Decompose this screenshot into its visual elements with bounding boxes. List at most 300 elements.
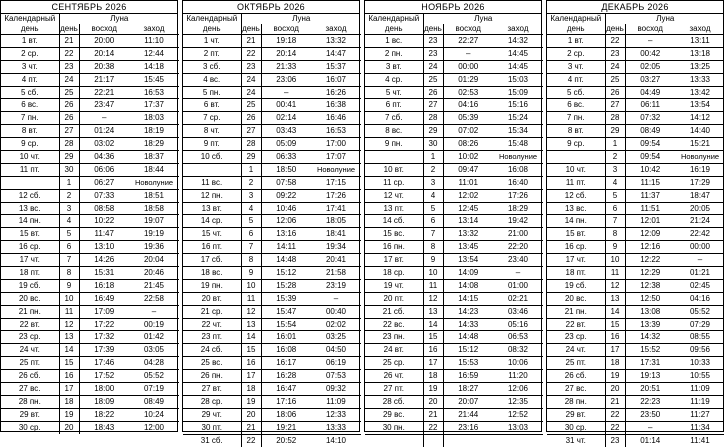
table-row: [365, 163, 543, 176]
moonrise: 02:53: [443, 86, 493, 99]
set-header: заход: [143, 24, 165, 33]
moon-header: Луна: [110, 14, 129, 23]
table-row: [547, 292, 724, 305]
moon-age: 9: [423, 254, 443, 267]
moonset: 14:47: [311, 47, 361, 60]
moon-age: 22: [605, 421, 625, 434]
calendar-day: 1 вт.: [1, 35, 59, 48]
moonset: 21:58: [311, 267, 361, 280]
moonset: 17:26: [493, 189, 543, 202]
moonrise: 09:54: [625, 151, 675, 164]
calendar-day: 21 сб.: [365, 305, 423, 318]
moonset: 17:29: [675, 176, 724, 189]
moon-age: 15: [605, 318, 625, 331]
calendar-day: 26 сб.: [547, 370, 605, 383]
moon-age: 28: [605, 112, 625, 125]
calendar-day: 13 вс.: [547, 202, 605, 215]
calendar-day: 27 вт.: [183, 383, 241, 396]
moon-age: 27: [605, 99, 625, 112]
month-title: СЕНТЯБРЬ 2026: [1, 1, 177, 14]
moonrise: 16:59: [443, 370, 493, 383]
moon-age: 25: [59, 86, 79, 99]
moonrise: 12:09: [625, 228, 675, 241]
calendar-day: 21 ср.: [183, 305, 241, 318]
calendar-day: 18 ср.: [365, 267, 423, 280]
moonset: 08:49: [129, 395, 179, 408]
calendar-day: 17 чт.: [547, 254, 605, 267]
month-title: НОЯБРЬ 2026: [365, 1, 541, 14]
moonrise: 04:49: [625, 86, 675, 99]
month-block: [182, 0, 360, 445]
calendar-day: 22 чт.: [183, 318, 241, 331]
calendar-day: 17 чт.: [1, 254, 59, 267]
moonset: 10:24: [129, 408, 179, 421]
moonrise: 13:45: [443, 241, 493, 254]
calendar-day: 7 сб.: [365, 112, 423, 125]
moonset: 11:41: [675, 434, 724, 446]
moonrise: 17:39: [79, 344, 129, 357]
table-row: [183, 60, 361, 73]
moonrise: 12:01: [625, 215, 675, 228]
moon-age: 14: [605, 305, 625, 318]
calendar-day: 21 пн.: [1, 305, 59, 318]
day-header-2: день: [1, 24, 59, 35]
table-row: [547, 383, 724, 396]
table-row: [183, 99, 361, 112]
day-header: Календарный: [183, 14, 241, 24]
table-row: [365, 344, 543, 357]
moonset: 13:25: [675, 60, 724, 73]
moon-age: 12: [423, 292, 443, 305]
rise-header: восход: [91, 24, 117, 33]
moonrise: 06:06: [79, 163, 129, 176]
moon-age: 5: [605, 189, 625, 202]
calendar-day: 4 пт.: [547, 73, 605, 86]
moonrise: 22:23: [625, 395, 675, 408]
table-row: [547, 163, 724, 176]
month-table: [365, 14, 543, 447]
table-row: [547, 202, 724, 215]
moonrise: 16:18: [79, 279, 129, 292]
moonset: 18:05: [311, 215, 361, 228]
moonset: 17:26: [311, 189, 361, 202]
moonset: 04:28: [129, 357, 179, 370]
moon-age: 6: [423, 215, 443, 228]
table-row: [183, 202, 361, 215]
table-row: [1, 279, 179, 292]
calendar-day: 2 пн.: [365, 47, 423, 60]
moonrise: 17:32: [79, 331, 129, 344]
table-row: [547, 112, 724, 125]
moonset: 12:52: [493, 408, 543, 421]
calendar-day: 3 чт.: [547, 60, 605, 73]
table-row: [183, 331, 361, 344]
moon-age: 4: [59, 215, 79, 228]
table-row: [365, 318, 543, 331]
moonrise: 12:29: [625, 267, 675, 280]
calendar-day: 20 пт.: [365, 292, 423, 305]
moonrise: 16:47: [261, 383, 311, 396]
moon-age: 1: [423, 151, 443, 164]
moonset: 20:46: [129, 267, 179, 280]
moonrise: 13:10: [79, 241, 129, 254]
moonset: 10:33: [675, 357, 724, 370]
calendar-day: 3 вт.: [365, 60, 423, 73]
moonset: 16:40: [493, 176, 543, 189]
table-row: [1, 215, 179, 228]
moon-age: 25: [241, 99, 261, 112]
moonrise: 18:27: [443, 383, 493, 396]
calendar-day: 30 пт.: [183, 421, 241, 434]
calendar-day: 3 чт.: [1, 60, 59, 73]
moon-age: 27: [59, 125, 79, 138]
moon-age: 11: [423, 279, 443, 292]
moonset: 09:56: [675, 344, 724, 357]
moonrise: 14:23: [443, 305, 493, 318]
moon-age: 14: [59, 344, 79, 357]
moonrise: 17:09: [79, 305, 129, 318]
moon-age: 26: [59, 99, 79, 112]
moon-age: 21: [241, 35, 261, 48]
moon-age: 16: [59, 370, 79, 383]
moonrise: 20:14: [261, 47, 311, 60]
set-header: заход: [507, 24, 529, 33]
table-row: [547, 395, 724, 408]
moonrise: 15:47: [261, 305, 311, 318]
moon-age: 10: [241, 279, 261, 292]
moonset: 06:53: [493, 331, 543, 344]
moonset: 18:58: [129, 202, 179, 215]
moonset: 03:05: [129, 344, 179, 357]
moonset: 22:42: [675, 228, 724, 241]
moon-age: 24: [241, 86, 261, 99]
moonrise: 15:28: [261, 279, 311, 292]
calendar-day: 14 пн.: [547, 215, 605, 228]
month-table: [183, 14, 361, 447]
calendar-day: 17 сб.: [183, 254, 241, 267]
age-header: день: [60, 24, 78, 33]
moon-age: 23: [423, 35, 443, 48]
moonrise: 20:51: [625, 383, 675, 396]
moonset: 02:21: [493, 292, 543, 305]
moonrise: 17:16: [261, 395, 311, 408]
moon-age: 25: [423, 73, 443, 86]
moon-age: 3: [241, 189, 261, 202]
table-row: [365, 408, 543, 421]
moonrise: 17:31: [625, 357, 675, 370]
table-row: [547, 331, 724, 344]
moonrise: 12:16: [625, 241, 675, 254]
table-row: [547, 60, 724, 73]
calendar-day: 20 вс.: [1, 292, 59, 305]
moonset: 04:50: [311, 344, 361, 357]
table-row: [1, 202, 179, 215]
calendar-day: 30 ср.: [547, 421, 605, 434]
table-row: [183, 318, 361, 331]
calendar-day: 6 пт.: [365, 99, 423, 112]
calendar-day: 25 пт.: [1, 357, 59, 370]
moon-age: 25: [605, 73, 625, 86]
moonset: 15:37: [311, 60, 361, 73]
calendar-day: 9 ср.: [1, 138, 59, 151]
moonset: 13:54: [675, 99, 724, 112]
calendar-day: 16 ср.: [1, 241, 59, 254]
moonrise: 14:32: [625, 331, 675, 344]
moonset: 01:00: [493, 279, 543, 292]
moonrise: 15:39: [261, 292, 311, 305]
moon-age: 17: [241, 370, 261, 383]
moonset: 13:33: [311, 421, 361, 434]
moonset: 11:09: [675, 383, 724, 396]
calendar-day: 23 ср.: [1, 331, 59, 344]
moonset: 11:34: [675, 421, 724, 434]
calendar-day: 20 вт.: [183, 292, 241, 305]
calendar-day: 31 чт.: [547, 434, 605, 446]
table-row: [365, 241, 543, 254]
moonrise: 01:24: [79, 125, 129, 138]
moon-age: 5: [241, 215, 261, 228]
moonset: 15:21: [675, 138, 724, 151]
calendar-day: 12 сб.: [547, 189, 605, 202]
calendar-day: 2 ср.: [1, 47, 59, 60]
moonrise: 22:27: [443, 35, 493, 48]
moon-age: 30: [59, 163, 79, 176]
moonset: 11:19: [675, 395, 724, 408]
moonrise: 11:15: [625, 176, 675, 189]
moonset: 15:16: [493, 99, 543, 112]
moon-age: 1: [59, 176, 79, 189]
calendar-day: 10 сб.: [183, 151, 241, 164]
table-row: [547, 357, 724, 370]
calendar-day: 24 вт.: [365, 344, 423, 357]
calendar-day: 12 пн.: [183, 189, 241, 202]
table-row: [1, 408, 179, 421]
moonrise: 16:49: [79, 292, 129, 305]
moonrise: 02:05: [625, 60, 675, 73]
moonrise: 06:33: [261, 151, 311, 164]
moonset: 15:48: [493, 138, 543, 151]
calendar-day: 4 вс.: [183, 73, 241, 86]
table-row: [365, 434, 543, 446]
moonset: 01:42: [129, 331, 179, 344]
calendar-day: 16 пн.: [365, 241, 423, 254]
moonset: 12:00: [129, 421, 179, 433]
moon-age: 18: [59, 395, 79, 408]
moonset: 05:52: [129, 370, 179, 383]
calendar-day: 11 пт.: [1, 163, 59, 176]
moonrise: 18:50: [261, 163, 311, 176]
calendar-day: 11 вс.: [183, 176, 241, 189]
moonset: 13:42: [675, 86, 724, 99]
moonrise: –: [261, 86, 311, 99]
moonset: 11:09: [311, 395, 361, 408]
table-row: [1, 189, 179, 202]
moonset: 17:15: [311, 176, 361, 189]
moonset: 11:20: [493, 370, 543, 383]
table-row: [547, 176, 724, 189]
calendar-day: 26 сб.: [1, 370, 59, 383]
moonrise: 07:32: [625, 112, 675, 125]
moon-age: 4: [423, 189, 443, 202]
moonset: 16:46: [311, 112, 361, 125]
moonrise: 14:48: [443, 331, 493, 344]
moonrise: 11:01: [443, 176, 493, 189]
moonset: 18:41: [311, 228, 361, 241]
moon-age: 30: [423, 138, 443, 151]
moonset: 07:53: [311, 370, 361, 383]
moonset: 15:24: [493, 112, 543, 125]
moonset: 15:34: [493, 125, 543, 138]
table-row: [547, 318, 724, 331]
moon-age: 4: [605, 176, 625, 189]
moonset: 19:42: [493, 215, 543, 228]
moon-age: 7: [423, 228, 443, 241]
table-row: [183, 112, 361, 125]
moon-age: 2: [59, 189, 79, 202]
table-row: [547, 35, 724, 48]
moon-age: 26: [605, 86, 625, 99]
table-row: [547, 344, 724, 357]
moonset: 16:08: [493, 163, 543, 176]
moonrise: 06:11: [625, 99, 675, 112]
moon-age: 23: [59, 60, 79, 73]
table-row: [183, 228, 361, 241]
moonrise: 13:32: [443, 228, 493, 241]
calendar-day: 1 вс.: [365, 35, 423, 48]
moonrise: 16:08: [261, 344, 311, 357]
moon-age: 22: [59, 47, 79, 60]
calendar-day: 5 пн.: [183, 86, 241, 99]
moonrise: 17:52: [79, 370, 129, 383]
moonrise: 14:09: [443, 267, 493, 280]
moonrise: 13:08: [625, 305, 675, 318]
moonset: 18:47: [675, 189, 724, 202]
calendar-day: 6 вт.: [183, 99, 241, 112]
moonset: 10:55: [675, 370, 724, 383]
moonset: 12:35: [493, 395, 543, 408]
table-row: [183, 370, 361, 383]
moon-age: 22: [241, 434, 261, 446]
moonrise: [443, 434, 493, 446]
moonrise: 10:42: [625, 163, 675, 176]
moon-age: 14: [423, 318, 443, 331]
table-row: [183, 125, 361, 138]
moonrise: 03:43: [261, 125, 311, 138]
calendar-day: 15 вс.: [365, 228, 423, 241]
moonset: 18:03: [129, 112, 179, 125]
moonrise: 21:33: [261, 60, 311, 73]
moon-age: 8: [241, 254, 261, 267]
rise-header: восход: [637, 24, 663, 33]
moonrise: 01:14: [625, 434, 675, 446]
moon-age: 19: [241, 395, 261, 408]
moon-age: 2: [241, 176, 261, 189]
moonrise: 14:15: [443, 292, 493, 305]
moonrise: 02:14: [261, 112, 311, 125]
moon-age: 17: [605, 344, 625, 357]
moon-age: 10: [59, 292, 79, 305]
table-row: [1, 47, 179, 60]
moonrise: 06:27: [79, 176, 129, 189]
table-row: [365, 254, 543, 267]
moonrise: 00:00: [443, 60, 493, 73]
table-row: [365, 383, 543, 396]
month-block: [546, 0, 724, 445]
moonset: 19:07: [129, 215, 179, 228]
moonrise: 15:12: [443, 344, 493, 357]
calendar-day: 19 сб.: [547, 279, 605, 292]
moon-age: 1: [241, 163, 261, 176]
table-row: [365, 331, 543, 344]
calendar-day: 9 пт.: [183, 138, 241, 151]
moon-header: Луна: [656, 14, 675, 23]
moon-age: 18: [241, 383, 261, 396]
calendar-day: 29 вс.: [365, 408, 423, 421]
calendar-day: [547, 151, 605, 164]
age-header: день: [242, 24, 260, 33]
calendar-day: 8 вс.: [365, 125, 423, 138]
moonrise: 08:58: [79, 202, 129, 215]
moon-age: 13: [241, 318, 261, 331]
moonrise: 14:26: [79, 254, 129, 267]
moonset: 16:53: [311, 125, 361, 138]
calendar-day: 18 вс.: [183, 267, 241, 280]
moonrise: 23:16: [443, 421, 493, 434]
moonset: 15:45: [129, 73, 179, 86]
calendar-day: 1 чт.: [183, 35, 241, 48]
table-row: [1, 73, 179, 86]
moonrise: 20:00: [79, 35, 129, 48]
calendar-day: 21 пн.: [547, 305, 605, 318]
calendar-day: 8 чт.: [183, 125, 241, 138]
calendar-day: 3 сб.: [183, 60, 241, 73]
table-row: [1, 125, 179, 138]
moon-age: 8: [605, 228, 625, 241]
moon-age: 6: [241, 228, 261, 241]
moonrise: 15:12: [261, 267, 311, 280]
moonrise: 18:09: [79, 395, 129, 408]
calendar-day: 13 пт.: [365, 202, 423, 215]
moonset: 16:38: [311, 99, 361, 112]
calendar-day: 11 ср.: [365, 176, 423, 189]
moon-age: 24: [241, 73, 261, 86]
moon-age: 28: [241, 138, 261, 151]
moon-age: 5: [423, 202, 443, 215]
moon-age: 17: [423, 357, 443, 370]
age-header: день: [424, 24, 442, 33]
calendar-day: 20 вс.: [547, 292, 605, 305]
moonrise: 08:26: [443, 138, 493, 151]
moon-age: 28: [423, 112, 443, 125]
moonrise: 07:33: [79, 189, 129, 202]
table-row: [183, 163, 361, 176]
table-row: [183, 267, 361, 280]
day-header: Календарный: [547, 14, 605, 24]
moonset: 11:27: [675, 408, 724, 421]
moonset: 14:45: [493, 60, 543, 73]
table-row: [1, 383, 179, 396]
calendar-day: 9 пн.: [365, 138, 423, 151]
moon-age: 10: [605, 254, 625, 267]
calendar-day: 30 пн.: [365, 421, 423, 434]
moon-age: 3: [605, 163, 625, 176]
moon-age: 10: [423, 267, 443, 280]
moon-age: 24: [605, 60, 625, 73]
moonset: 10:06: [493, 357, 543, 370]
moonrise: 09:47: [443, 163, 493, 176]
moonrise: –: [443, 47, 493, 60]
table-row: [365, 370, 543, 383]
